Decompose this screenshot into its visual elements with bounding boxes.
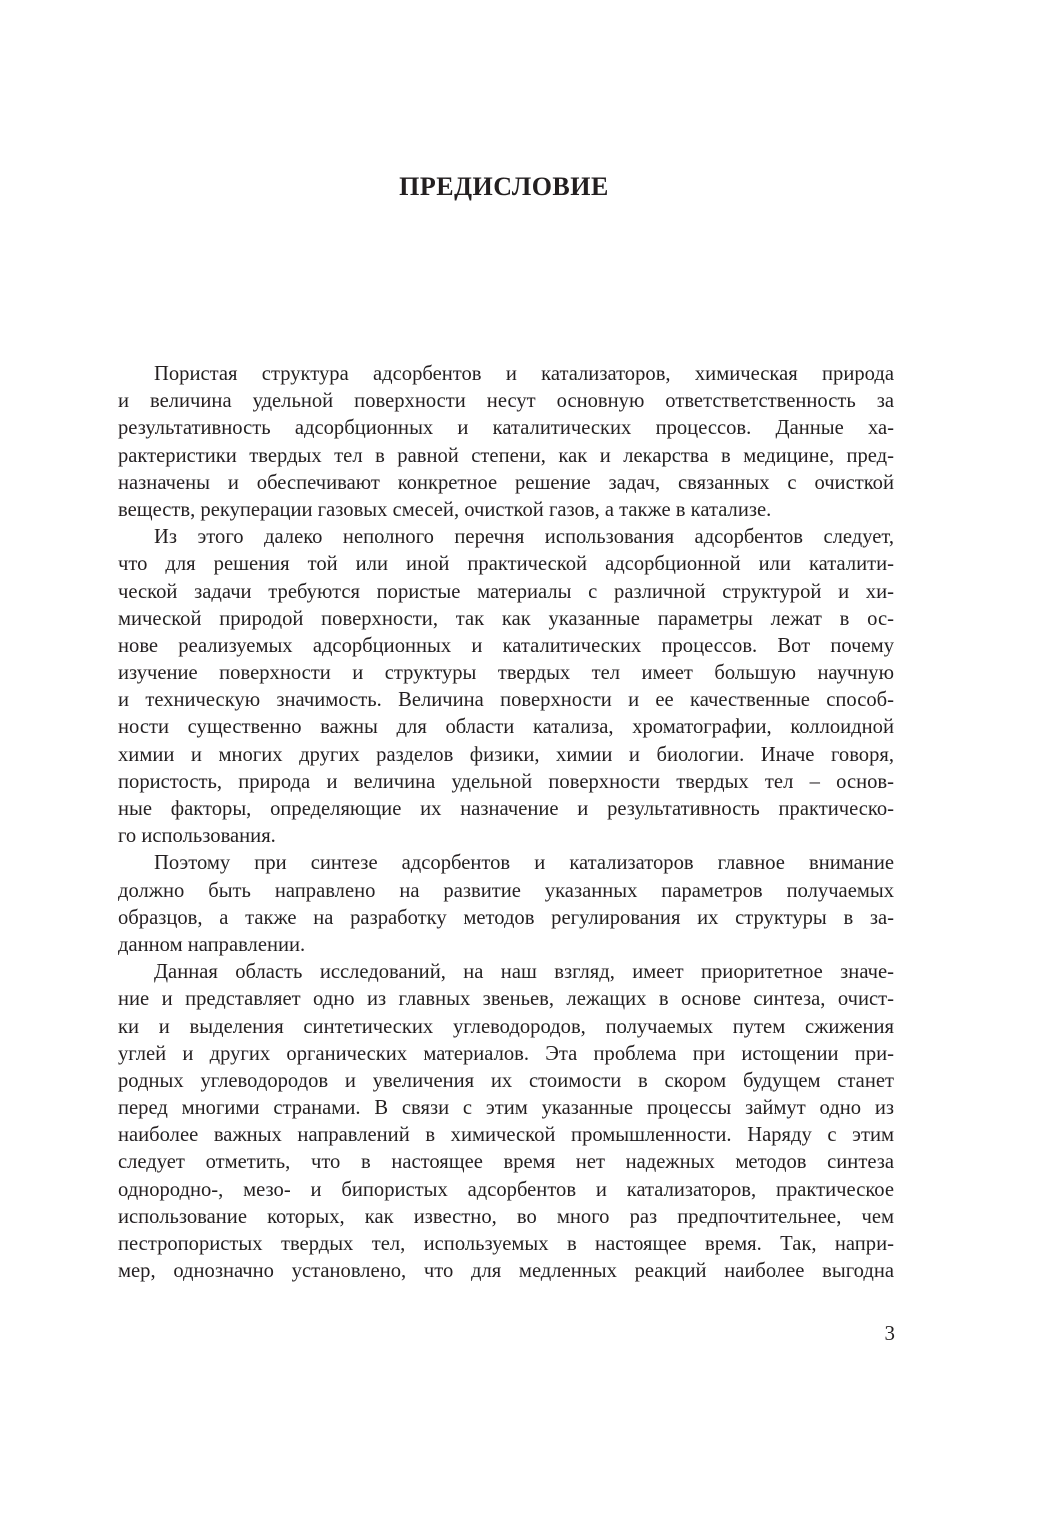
paragraph: [118, 850, 894, 959]
text-line: пористость, природа и величина удельной поверхности твердых тел – основ-: [118, 770, 894, 793]
text-line: изучение поверхности и структуры твердых тел имеет большую научную: [118, 662, 894, 685]
text-line: данном направлении.: [118, 933, 306, 956]
text-line: и величина удельной поверхности несут основную ответстветственность за: [118, 390, 894, 413]
text-line: Данная область исследований, на наш взгляд, имеет приоритетное значе-: [154, 961, 894, 984]
text-line: образцов, а также на разработку методов регулирования их структуры в за-: [118, 906, 894, 929]
text-line: должно быть направлено на развитие указанных параметров получаемых: [118, 879, 894, 902]
text-line: использование которых, как известно, во много раз предпочтительнее, чем: [118, 1205, 894, 1228]
text-line: химии и многих других разделов физики, химии и биологии. Иначе говоря,: [118, 743, 894, 766]
text-line: Пористая структура адсорбентов и катализаторов, химическая природа: [154, 363, 894, 385]
paragraph: [118, 361, 894, 524]
page-title: ПРЕДИСЛОВИЕ: [399, 172, 609, 201]
text-line: рактеристики твердых тел в равной степени, как и лекарства в медицине, пред-: [118, 444, 894, 467]
text-line: что для решения той или иной практической адсорбционной или каталити-: [118, 553, 894, 576]
text-line: ние и представляет одно из главных звеньев, лежащих в основе синтеза, очист-: [118, 988, 894, 1011]
text-line: родных углеводородов и увеличения их стоимости в скором будущем станет: [118, 1069, 894, 1092]
text-line: нове реализуемых адсорбционных и каталитических процессов. Вот почему: [118, 634, 894, 657]
text-line: го использования.: [118, 825, 276, 848]
paragraph: [118, 959, 894, 1285]
text-line: мер, однозначно установлено, что для медленных реакций наиболее выгодна: [118, 1260, 894, 1283]
text-line: пестропористых твердых тел, используемых в настоящее время. Так, напри-: [118, 1233, 894, 1255]
text-line: Поэтому при синтезе адсорбентов и катализаторов главное внимание: [154, 852, 894, 875]
text-line: ческой задачи требуются пористые материалы с различной структурой и хи-: [118, 580, 894, 603]
text-line: ки и выделения синтетических углеводородов, получаемых путем сжижения: [118, 1015, 894, 1038]
text-line: и техническую значимость. Величина поверхности и ее качественные способ-: [118, 689, 894, 712]
text-line: следует отметить, что в настоящее время нет надежных методов синтеза: [118, 1151, 894, 1174]
text-line: наиболее важных направлений в химической промышленности. Наряду с этим: [118, 1124, 894, 1147]
text-line: результативность адсорбционных и каталитических процессов. Данные ха-: [118, 417, 894, 440]
text-line: мической природой поверхности, так как указанные параметры лежат в ос-: [118, 607, 894, 630]
paragraph: [118, 524, 894, 850]
text-line: однородно-, мезо- и бипористых адсорбентов и катализаторов, практическое: [118, 1178, 894, 1201]
text-line: перед многими странами. В связи с этим указанные процессы займут одно из: [118, 1097, 894, 1120]
text-line: веществ, рекуперации газовых смесей, очисткой газов, а также в катализе.: [118, 498, 772, 521]
page-number: 3: [884, 1321, 895, 1345]
text-line: Из этого далеко неполного перечня использования адсорбентов следует,: [154, 526, 894, 549]
text-line: ные факторы, определяющие их назначение и результативность практическо-: [118, 798, 894, 820]
body-text: [118, 361, 894, 1285]
text-line: назначены и обеспечивают конкретное решение задач, связанных с очисткой: [118, 471, 894, 494]
text-line: углей и других органических материалов. Эта проблема при истощении при-: [118, 1042, 894, 1065]
text-line: ности существенно важны для области катализа, хроматографии, коллоидной: [118, 716, 894, 739]
